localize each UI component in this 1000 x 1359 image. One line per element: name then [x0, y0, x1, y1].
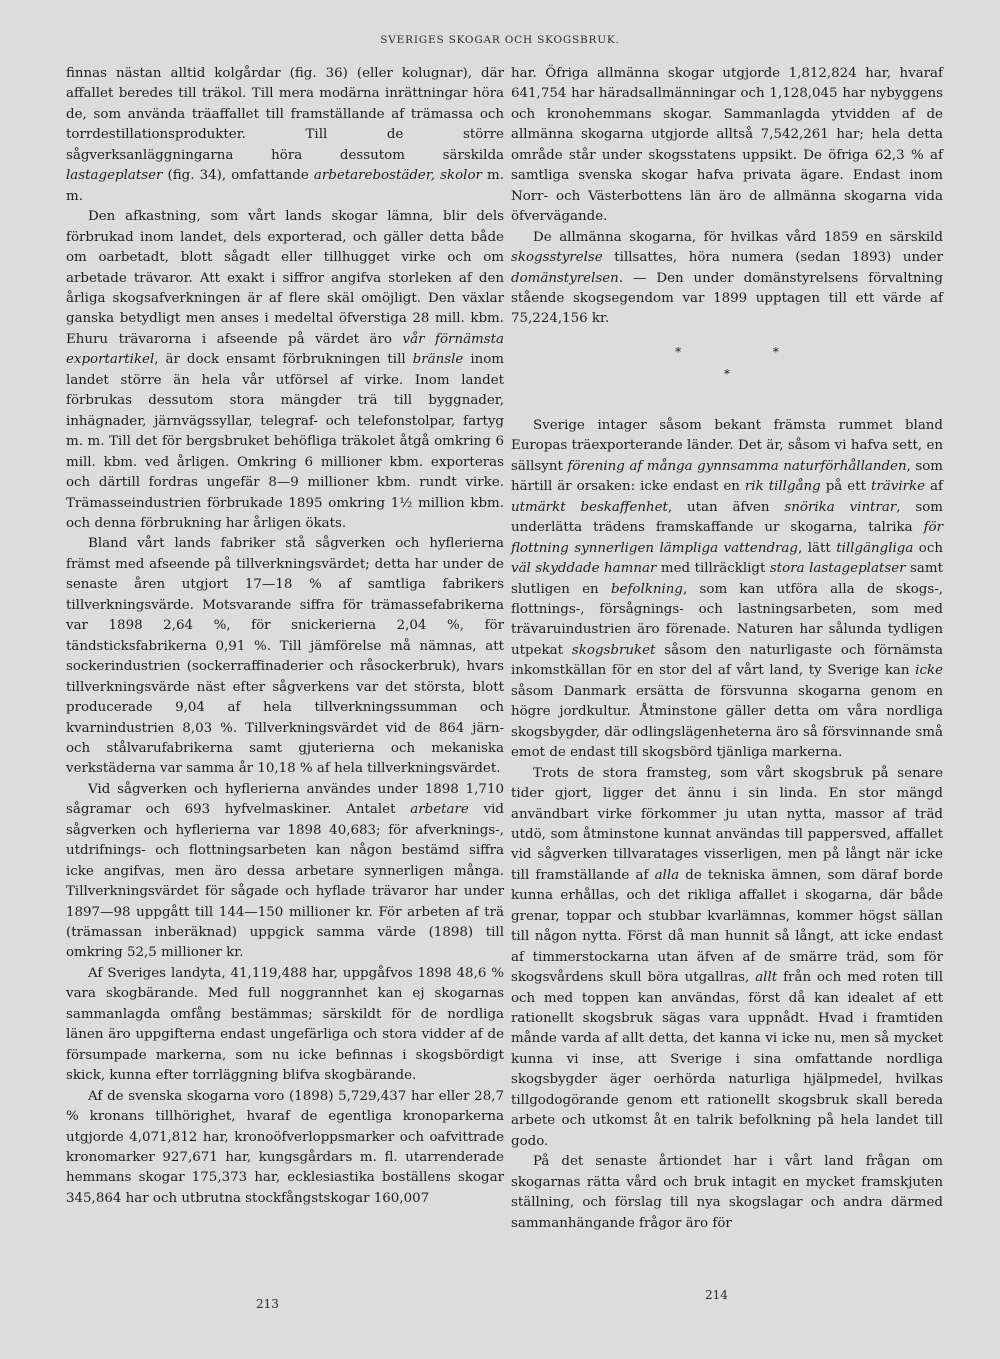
- text-run: af: [925, 479, 943, 495]
- text-run: vid sågverken och hyflerierna var 1898 40,683; för afverknings-, utdrifnings- och flottningsarbeten kan någon bestämd siffra icke angifvas, men äro dessa arbetare synnerligen många. Tillverkningsvärdet för sågade och hyflade trävaror har under 1897—98 uppgått till 144—150 millioner kr. För arbeten af trä (trämassan inberäknad) uppgick samma värde (1898) till omkring 52,5 millioner kr.: [66, 802, 504, 961]
- text-run: (fig. 34), omfattande: [162, 168, 314, 184]
- text-run: såsom den naturligaste och förnämsta inkomstkällan för en stor del af vårt land, ty Sverige kan: [511, 642, 943, 679]
- text-run: från och med roten till och med toppen kan användas, först då kan idealet af ett rationellt skogsbruk sägas vara uppnådt. Hvad i framtiden månde varda af allt detta, det kanna vi icke nu, men så mycket kunna vi inse, att Sverige i sina omfattande nordliga skogsbygder äger oerhörda naturliga hjälpmedel, hvilkas tillgodogörande genom ett rationellt skogsbruk skall bereda arbete och utkomst åt en talrik befolkning på hela landet till godo.: [511, 970, 943, 1149]
- text-run: med tillräckligt: [656, 561, 770, 577]
- text-run: finnas nästan alltid kolgårdar (fig. 36) (eller kolugnar), där affallet beredes till träkol. Till mera modärna inrättningar höra de, som använda träaffallet till framställande af trämassa och torrdestillationsprodukter. Till de större sågverksanläggningarna höra dessutom särskilda: [66, 66, 504, 163]
- text-run: , som härtill är orsaken: icke endast en: [511, 458, 943, 495]
- text-run: , som kan utföra alla de skogs-, flottnings-, försågnings- och lastningsarbeten, som med trävaruindustrien äro förenade. Naturen har sålunda tydligen utpekat: [511, 581, 943, 658]
- paragraph: [511, 228, 943, 330]
- text-run: Bland vårt lands fabriker stå sågverken och hyflerierna främst med afseende på tillverkningsvärdet; detta har under de senaste åren utgjort 17—18 % af samtliga fabrikers tillverkningsvärde. Motsvarande siffra för trämassefabrikerna var 1898 2,64 %, för snickerierna 2,04 %, för tändsticksfabrikerna 0,91 %. Till jämförelse må nämnas, att sockerindustrien (sockerraffinaderier och råsockerbruk), hvars tillverkningsvärde näst efter sågverkens var det största, blott producerade 9,04 af hela tillverkningssumman och kvarnindustrien 8,03 %. Tillverkningsvärdet vid de 864 järn- och stålvarufabrikerna samt gjuterierna och mekaniska verkstäderna var samma år 10,18 % af hela tillverkningsvärdet.: [66, 536, 504, 777]
- section-separator: [511, 344, 943, 382]
- text-run: Trots de stora framsteg, som vårt skogsbruk på senare tider gjort, ligger det ännu i sin linda. En stor mängd användbart virke förkommer ju utan nytta, massor af träd utdö, som åtminstone kunnat användas till pappersved, affallet vid sågverken tillvaratages visserligen, men på långt när icke till framställande af: [511, 765, 943, 883]
- text-run: Sverige intager såsom bekant främsta rummet bland Europas träexporterande länder. Det är, såsom vi hafva sett, en sällsynt: [511, 417, 943, 474]
- text-run: Af de svenska skogarna voro (1898) 5,729,437 har eller 28,7 % kronans tillhörighet, hvaraf de egentliga kronoparkerna utgjorde 4,071,812 har, kronoöfverloppsmarker och oafvittrade kronomarker 927,671 har, kungsgårdars m. fl. utarrenderade hemmans skogar 175,373 har, ecklesiastika boställens skogar 345,864 har och utbrutna stockfångstskogar 160,007: [66, 1088, 504, 1206]
- emphasis-text: befolkning: [610, 581, 683, 597]
- paragraph: [511, 64, 943, 228]
- paragraph: [66, 780, 504, 964]
- emphasis-text: icke: [915, 663, 943, 679]
- text-run: såsom Danmark ersätta de försvunna skogarna genom en högre jordkultur. Åtminstone gäller detta om våra nordliga skogsbygder, där odlingslägenheterna äro så försvinnande små emot de endast till skogsbörd tjänliga markerna.: [511, 683, 943, 761]
- emphasis-text: rik tillgång: [744, 479, 821, 495]
- paragraph: [66, 1087, 504, 1210]
- text-run: samt slutligen en: [511, 561, 943, 597]
- left-column: [66, 64, 504, 1209]
- text-run: tillsattes, höra numera (sedan 1893) under: [602, 250, 943, 266]
- text-run: De allmänna skogarna, för hvilkas vård 1859 en särskild: [533, 229, 943, 245]
- separator-star-bottom: *: [724, 366, 730, 381]
- text-run: inom landet större än hela vår utförsel af virke. Inom landet förbrukas dessutom stora mängder trä till byggnader, inhägnader, järnvägssyllar, telegraf- och telefonstolpar, fartyg m. m. Till det för bergsbruket behöfliga träkolet åtgå omkring 6 mill. kbm. ved årligen. Omkring 6 millioner kbm. exporteras och därtill fordras ungefär 8—9 millioner kbm. rundt virke. Trämasseindustrien förbrukade 1895 omkring 1½ million kbm. och denna förbrukning har årligen ökats.: [66, 352, 504, 531]
- text-run: de tekniska ämnen, som däraf borde kunna erhållas, och det rikliga affallet i skogarna, där både grenar, toppar och stubbar kvarlämnas, kommer högst sällan till någon nytta. Först då man hunnit så långt, att icke endast af timmerstockarna utan äfven af de smärre träd, som för skogsvårdens skull böra utgallras,: [511, 867, 943, 986]
- emphasis-text: förening af många gynnsamma naturförhållanden: [567, 458, 907, 474]
- right-column-lower: [511, 416, 943, 1234]
- paragraph: [511, 764, 943, 1153]
- paragraph: [511, 1152, 943, 1234]
- paragraph: [511, 416, 943, 764]
- text-run: på ett: [820, 479, 871, 495]
- emphasis-text: skogsstyrelse: [511, 250, 603, 266]
- emphasis-text: bränsle: [412, 352, 464, 368]
- paragraph: [66, 207, 504, 534]
- emphasis-text: tillgängliga: [836, 540, 914, 556]
- text-run: , är dock ensamt förbrukningen till: [154, 352, 413, 368]
- page-number-right: 214: [705, 1288, 728, 1302]
- text-run: m. m.: [66, 168, 504, 204]
- emphasis-text: domänstyrelsen: [511, 270, 619, 286]
- emphasis-text: skogsbruket: [571, 642, 656, 658]
- emphasis-text: utmärkt beskaffenhet: [511, 499, 668, 515]
- emphasis-text: för flottning synnerligen lämpliga vattendrag: [511, 520, 943, 556]
- text-run: Vid sågverken och hyflerierna användes under 1898 1,710 sågramar och 693 hyfvelmaskiner. Antalet: [66, 781, 504, 818]
- emphasis-text: snörika vintrar: [784, 499, 897, 515]
- emphasis-text: stora lastageplatser: [769, 561, 906, 577]
- emphasis-text: trävirke: [870, 479, 926, 495]
- running-head: SVERIGES SKOGAR OCH SKOGSBRUK.: [380, 34, 620, 46]
- right-column: [511, 64, 943, 1234]
- text-run: , som underlätta trädens framskaffande ur skogarna, talrika: [511, 499, 943, 536]
- text-run: har. Öfriga allmänna skogar utgjorde 1,812,824 har, hvaraf 641,754 har häradsallmänningar och 1,128,045 har nybyggens och kronohemmans skogar. Sammanlagda ytvidden af de allmänna skogarna utgjorde alltså 7,542,261 har; hela detta område står under skogsstatens uppsikt. De öfriga 62,3 % af samtliga svenska skogar hafva privata ägare. Endast inom Norr- och Västerbottens län äro de allmänna skogarna vida öfvervägande.: [511, 66, 943, 225]
- emphasis-text: väl skyddade hamnar: [511, 561, 657, 577]
- paragraph: [66, 964, 504, 1087]
- separator-stars-top: * *: [675, 344, 779, 359]
- text-run: Af Sveriges landyta, 41,119,488 har, uppgåfvos 1898 48,6 % vara skogbärande. Med full noggrannhet kan ej skogarnas sammanlagda omfång bestämmas; särskildt för de nordliga länen äro uppgifterna endast ungefärliga och stora vidder af de försumpade markerna, som nu icke befinnas i skogsbördigt skick, kunna efter torrläggning blifva skogbärande.: [66, 965, 504, 1084]
- text-run: Den afkastning, som vårt lands skogar lämna, blir dels förbrukad inom landet, dels exporterad, och gäller detta både om oarbetadt, blott sågadt eller tillhugget virke och om arbetade trävaror. Att exakt i siffror angifva storleken af den årliga skogsafverkningen är af flere skäl omöjligt. Den växlar ganska betydligt men anses i medeltal öfverstiga 28 mill. kbm. Ehuru trävarorna i afseende på värdet äro: [66, 209, 504, 347]
- emphasis-text: allt: [755, 970, 778, 986]
- paragraph: [66, 534, 504, 779]
- emphasis-text: lastageplatser: [66, 168, 163, 184]
- text-run: På det senaste årtiondet har i vårt land frågan om skogarnas rätta vård och bruk intagit en mycket framskjuten ställning, och förslag till nya skogslagar och andra därmed sammanhängande frågor äro för: [511, 1154, 943, 1231]
- emphasis-text: arbetare: [410, 802, 469, 818]
- text-run: , lätt: [798, 540, 837, 556]
- emphasis-text: alla: [654, 867, 680, 883]
- emphasis-text: vår förnämsta exportartikel: [66, 331, 504, 368]
- emphasis-text: arbetarebostäder, skolor: [313, 168, 482, 184]
- right-column-upper: [511, 64, 943, 330]
- text-run: . — Den under domänstyrelsens förvaltning stående skogsegendom var 1899 upptagen till ett värde af 75,224,156 kr.: [511, 270, 943, 327]
- paragraph: [66, 64, 504, 207]
- text-run: , utan äfven: [667, 499, 785, 515]
- text-run: och: [913, 540, 943, 556]
- page-number-left: 213: [256, 1297, 279, 1311]
